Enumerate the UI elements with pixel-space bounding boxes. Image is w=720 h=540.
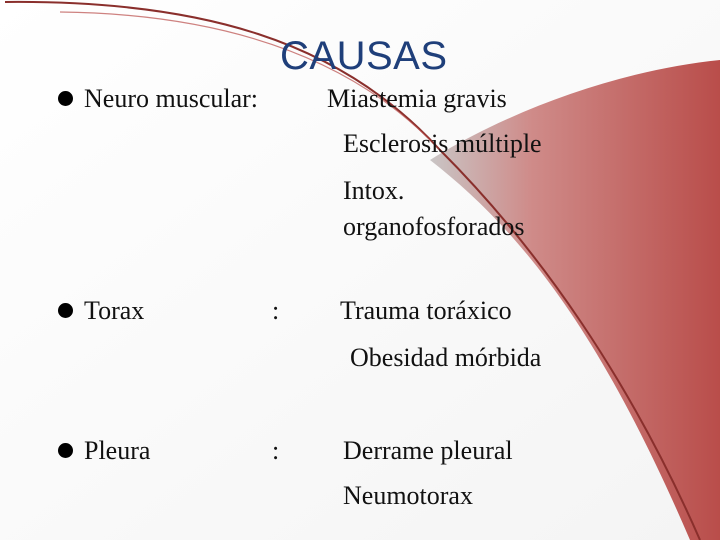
item-value: organofosforados bbox=[343, 212, 525, 241]
item-value: Obesidad mórbida bbox=[350, 343, 542, 372]
item-value: Intox. bbox=[343, 176, 405, 205]
item-value: Trauma toráxico bbox=[340, 296, 512, 325]
item-label-neuromuscular: Neuro muscular: bbox=[84, 84, 259, 113]
bullet-icon bbox=[58, 443, 73, 458]
slide-title: CAUSAS bbox=[280, 34, 448, 78]
item-label-pleura: Pleura bbox=[84, 436, 151, 465]
item-label-torax: Torax bbox=[84, 296, 145, 325]
bullet-icon bbox=[58, 303, 73, 318]
item-value: Esclerosis múltiple bbox=[343, 129, 542, 158]
item-value: Miastemia gravis bbox=[327, 84, 507, 113]
bullet-icon bbox=[58, 91, 73, 106]
item-separator: : bbox=[272, 436, 280, 465]
item-value: Neumotorax bbox=[343, 481, 473, 510]
item-separator: : bbox=[272, 296, 280, 325]
item-value: Derrame pleural bbox=[343, 436, 513, 465]
